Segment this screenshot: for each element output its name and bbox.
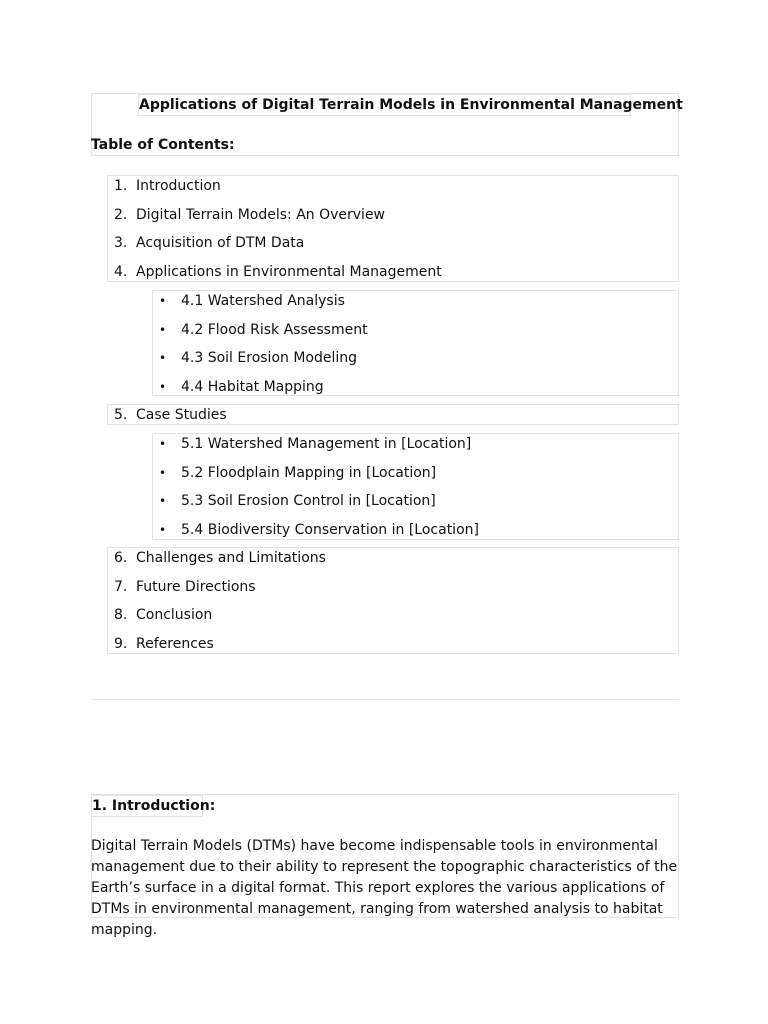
toc-item xyxy=(108,176,678,205)
section-divider xyxy=(91,699,679,700)
toc-bullet-list-5 xyxy=(153,434,678,548)
toc-item-number: 2. xyxy=(114,206,128,223)
toc-sublist-5 xyxy=(152,433,679,540)
toc-subitem-label: 4.1 Watershed Analysis xyxy=(181,293,345,309)
toc-subitem-label: 4.4 Habitat Mapping xyxy=(181,378,324,395)
toc-item-label: Case Studies xyxy=(136,407,227,423)
toc-item-label: Acquisition of DTM Data xyxy=(136,235,305,251)
toc-item-label: Challenges and Limitations xyxy=(136,550,326,566)
toc-subitem-label: 4.2 Flood Risk Assessment xyxy=(181,321,368,338)
toc-subitem-label: 5.1 Watershed Management in [Location] xyxy=(181,436,472,452)
bullet-icon: • xyxy=(159,494,167,508)
toc-item-number: 8. xyxy=(114,607,128,623)
toc-subitem-label: 5.3 Soil Erosion Control in [Location] xyxy=(181,493,436,509)
toc-ordered-list-3 xyxy=(108,548,678,662)
toc-subitem-label: 4.3 Soil Erosion Modeling xyxy=(181,350,358,366)
toc-sublist-4 xyxy=(152,290,679,396)
toc-subitem xyxy=(153,320,678,349)
toc-item xyxy=(108,634,678,663)
toc-item-number: 5. xyxy=(114,407,128,423)
bullet-icon: • xyxy=(159,437,167,451)
document-title: Applications of Digital Terrain Models in Environmental Management xyxy=(138,94,631,116)
toc-subitem-label: 5.2 Floodplain Mapping in [Location] xyxy=(181,464,437,481)
introduction-paragraph: Digital Terrain Models (DTMs) have become indispensable tools in environmental management due to their ability to represent the topographic characteristics of the Earth’s surface in a digital format. This report explores the various applications of DTMs in environmental management, ranging from watershed analysis to habitat mapping. xyxy=(91,838,678,938)
toc-subitem xyxy=(153,348,678,377)
toc-subitem xyxy=(153,434,678,463)
toc-subitem xyxy=(153,463,678,492)
toc-item xyxy=(108,577,678,606)
toc-item-label: Applications in Environmental Management xyxy=(136,263,442,280)
toc-list-main xyxy=(107,175,679,282)
toc-item xyxy=(108,605,678,634)
bullet-icon: • xyxy=(159,294,167,308)
title-block xyxy=(91,93,683,156)
toc-item-label: Future Directions xyxy=(136,578,256,595)
toc-list-end xyxy=(107,547,679,654)
bullet-icon: • xyxy=(159,522,167,537)
toc-item xyxy=(108,233,678,262)
toc-item-number: 6. xyxy=(114,550,128,566)
toc-item xyxy=(108,405,678,434)
toc-subitem xyxy=(153,520,678,549)
toc-list-case-studies xyxy=(107,404,679,425)
bullet-icon: • xyxy=(159,322,167,337)
toc-heading: Table of Contents: xyxy=(91,137,235,153)
toc-bullet-list-4 xyxy=(153,291,678,405)
toc-item-number: 4. xyxy=(114,263,128,280)
introduction-heading: 1. Introduction: xyxy=(91,795,203,817)
toc-item-number: 9. xyxy=(114,635,128,652)
toc-item-label: Introduction xyxy=(136,178,221,194)
toc-item-label: Conclusion xyxy=(136,607,213,623)
bullet-icon: • xyxy=(159,465,167,480)
toc-subitem xyxy=(153,291,678,320)
toc-subitem-label: 5.4 Biodiversity Conservation in [Location] xyxy=(181,521,479,538)
toc-item xyxy=(108,205,678,234)
toc-item-number: 1. xyxy=(114,178,128,194)
bullet-icon: • xyxy=(159,351,167,365)
toc-item xyxy=(108,262,678,291)
toc-item-label: References xyxy=(136,635,214,652)
toc-subitem xyxy=(153,491,678,520)
toc-subitem xyxy=(153,377,678,406)
toc-item-label: Digital Terrain Models: An Overview xyxy=(136,206,386,223)
toc-item-number: 7. xyxy=(114,578,128,595)
toc-item xyxy=(108,548,678,577)
introduction-section xyxy=(91,794,679,938)
toc-ordered-list-2 xyxy=(108,405,678,434)
bullet-icon: • xyxy=(159,379,167,394)
toc-ordered-list-1 xyxy=(108,176,678,290)
toc-item-number: 3. xyxy=(114,235,128,251)
